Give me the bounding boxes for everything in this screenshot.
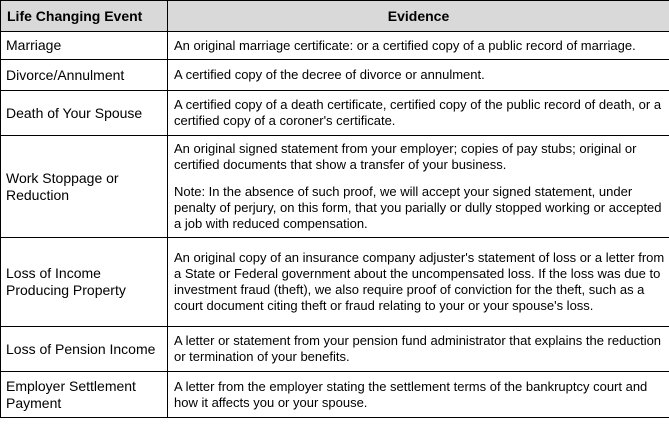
table-row [1,136,669,238]
table-row [1,372,669,418]
table-row [1,32,669,60]
column-header-evidence: Evidence [168,1,669,32]
table-row [1,238,669,327]
evidence-cell [168,136,669,238]
event-cell: Work Stoppage or Reduction [1,136,168,238]
event-cell: Employer Settlement Payment [1,372,168,418]
column-header-life-changing-event: Life Changing Event [1,1,168,32]
event-cell: Loss of Pension Income [1,327,168,372]
evidence-text: An original marriage certificate: or a certified copy of a public record of marriage. [174,37,636,53]
evidence-text: A certified copy of the decree of divorce or annulment. [174,67,485,82]
table-row [1,91,669,136]
evidence-note: Note: In the absence of such proof, we will accept your signed statement, under penalty of perjury, on this form, that you parially or dully stopped working or accepted a job with reduced compensation. [174,184,662,231]
event-cell: Loss of Income Producing Property [1,238,168,327]
event-cell: Divorce/Annulment [1,60,168,91]
evidence-cell [168,91,669,136]
evidence-cell [168,372,669,418]
evidence-text: An original signed statement from your employer; copies of pay stubs; original or certified documents that show a transfer of your business. [174,141,637,172]
evidence-cell [168,32,669,60]
evidence-cell [168,238,669,327]
evidence-text: An original copy of an insurance company adjuster's statement of loss or a letter from a State or Federal government about the uncompensated loss. If the loss was due to investment fraud (theft), we also require proof of conviction for the theft, such as a court document citing theft or fraud relating to your or your spouse's loss. [174,250,665,313]
evidence-cell [168,327,669,372]
evidence-text: A letter or statement from your pension fund administrator that explains the reduction or termination of your benefits. [174,333,662,364]
evidence-text: A letter from the employer stating the settlement terms of the bankruptcy court and how it affects you or your spouse. [174,378,648,410]
event-cell: Death of Your Spouse [1,91,168,136]
table-row [1,327,669,372]
evidence-text: A certified copy of a death certificate, certified copy of the public record of death, or a certified copy of a coroner's certificate. [174,97,662,128]
table-row [1,60,669,91]
evidence-cell [168,60,669,91]
table-header-row [1,1,669,32]
event-cell: Marriage [1,32,168,60]
